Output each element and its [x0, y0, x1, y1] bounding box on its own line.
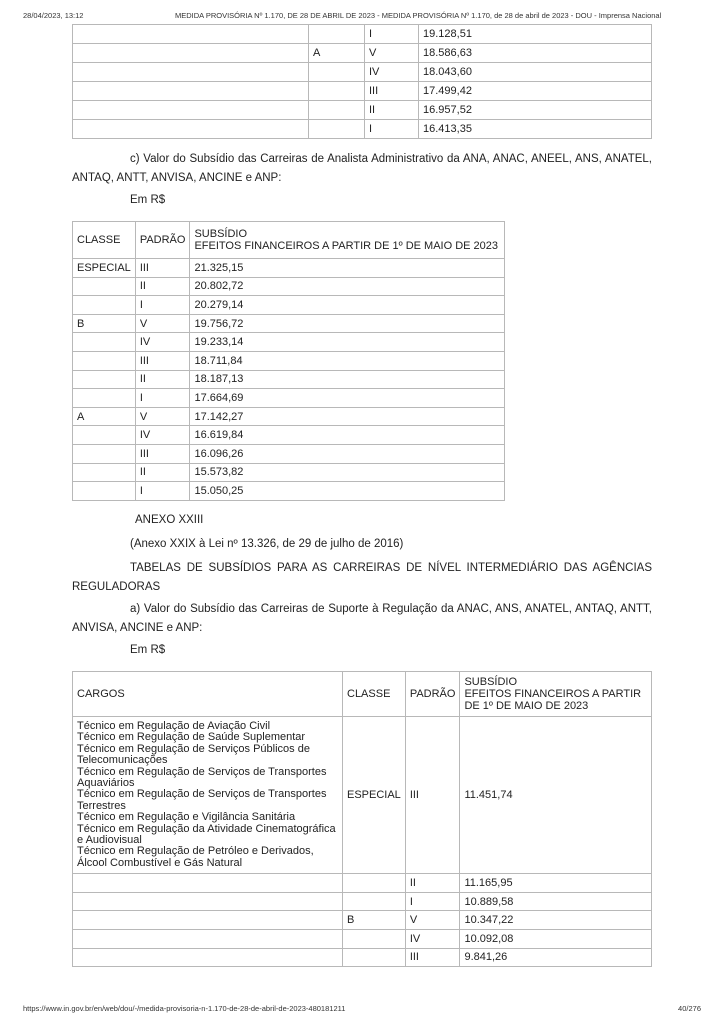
table-row — [73, 370, 505, 389]
table-row — [73, 463, 505, 482]
empty-cell — [73, 874, 343, 893]
table-row — [73, 101, 652, 120]
classe-cell — [343, 874, 406, 893]
c3-cell: II — [365, 101, 419, 120]
header-classe: CLASSE — [73, 222, 136, 259]
c1-cell — [73, 82, 309, 101]
section-c-unit: Em R$ — [130, 194, 166, 206]
table-row — [73, 911, 652, 930]
classe-cell — [73, 370, 136, 389]
classe-cell — [343, 948, 406, 967]
c3-cell: I — [365, 120, 419, 139]
header-classe: CLASSE — [343, 672, 406, 717]
padrao-cell: III — [405, 717, 460, 874]
table-row — [73, 948, 652, 967]
c4-cell: 18.586,63 — [419, 44, 652, 63]
c4-cell: 16.957,52 — [419, 101, 652, 120]
valor-cell: 11.451,74 — [460, 717, 652, 874]
section-c-paragraph: c) Valor do Subsídio das Carreiras de Analista Administrativo da ANA, ANAC, ANEEL, ANS, ANATEL, ANTAQ, ANTT, ANVISA, ANCINE e ANP: — [72, 153, 652, 184]
valor-cell: 11.165,95 — [460, 874, 652, 893]
valor-cell: 19.756,72 — [190, 314, 505, 333]
c1-cell — [73, 25, 309, 44]
page-url: https://www.in.gov.br/en/web/dou/-/medida-provisoria-n-1.170-de-28-de-abril-de-2023-480181211 — [23, 1004, 346, 1013]
padrao-cell: V — [135, 314, 190, 333]
empty-cell — [73, 911, 343, 930]
table-row — [73, 63, 652, 82]
header-subsidio-title: SUBSÍDIO — [464, 676, 518, 688]
subsidy-table-continued — [72, 24, 652, 139]
classe-cell: B — [73, 314, 136, 333]
c2-cell — [309, 120, 365, 139]
print-datetime: 28/04/2023, 13:12 — [23, 11, 84, 20]
table-header-row — [73, 672, 652, 717]
valor-cell: 18.187,13 — [190, 370, 505, 389]
c1-cell — [73, 44, 309, 63]
table-row — [73, 717, 652, 874]
valor-cell: 19.233,14 — [190, 333, 505, 352]
c3-cell: III — [365, 82, 419, 101]
classe-cell — [73, 351, 136, 370]
section-a-unit: Em R$ — [130, 644, 166, 656]
c2-cell — [309, 82, 365, 101]
print-page-title: MEDIDA PROVISÓRIA Nº 1.170, DE 28 DE ABRIL DE 2023 - MEDIDA PROVISÓRIA Nº 1.170, de 28 de abril de 2023 - DOU - Imprensa Nacional — [175, 11, 662, 20]
header-cargos: CARGOS — [73, 672, 343, 717]
suporte-subsidy-table — [72, 671, 652, 967]
table-row — [73, 277, 505, 296]
table-row — [73, 930, 652, 949]
classe-cell — [73, 333, 136, 352]
cargo-item: Técnico em Regulação de Serviços de Transportes Aquaviários — [77, 765, 327, 790]
page-number: 40/276 — [678, 1004, 701, 1013]
c4-cell: 16.413,35 — [419, 120, 652, 139]
valor-cell: 17.142,27 — [190, 407, 505, 426]
c1-cell — [73, 101, 309, 120]
padrao-cell: I — [135, 296, 190, 315]
c3-cell: V — [365, 44, 419, 63]
c3-cell: I — [365, 25, 419, 44]
table-row — [73, 389, 505, 408]
cargo-item: Técnico em Regulação e Vigilância Sanitária — [77, 811, 296, 824]
padrao-cell: II — [135, 463, 190, 482]
header-efeitos: EFEITOS FINANCEIROS A PARTIR DE 1º DE MAIO DE 2023 — [464, 688, 642, 712]
c2-cell: A — [309, 44, 365, 63]
table-row — [73, 296, 505, 315]
table-row — [73, 892, 652, 911]
valor-cell: 21.325,15 — [190, 259, 505, 278]
padrao-cell: I — [405, 892, 460, 911]
valor-cell: 20.279,14 — [190, 296, 505, 315]
c3-cell: IV — [365, 63, 419, 82]
padrao-cell: IV — [135, 333, 190, 352]
valor-cell: 16.096,26 — [190, 444, 505, 463]
annex-reference: (Anexo XXIX à Lei nº 13.326, de 29 de julho de 2016) — [130, 538, 404, 550]
table-row — [73, 333, 505, 352]
cargo-item: Técnico em Regulação da Atividade Cinematográfica e Audiovisual — [77, 822, 336, 847]
valor-cell: 20.802,72 — [190, 277, 505, 296]
valor-cell: 9.841,26 — [460, 948, 652, 967]
classe-cell — [343, 930, 406, 949]
c2-cell — [309, 63, 365, 82]
table-row — [73, 407, 505, 426]
cargo-item: Técnico em Regulação de Saúde Suplementar — [77, 731, 306, 744]
padrao-cell: III — [405, 948, 460, 967]
classe-cell — [343, 892, 406, 911]
classe-cell — [73, 426, 136, 445]
classe-cell: A — [73, 407, 136, 426]
valor-cell: 16.619,84 — [190, 426, 505, 445]
header-padrao: PADRÃO — [405, 672, 460, 717]
table-row — [73, 82, 652, 101]
c2-cell — [309, 101, 365, 120]
header-efeitos: EFEITOS FINANCEIROS A PARTIR DE 1º DE MAIO DE 2023 — [194, 240, 499, 252]
padrao-cell: I — [135, 389, 190, 408]
valor-cell: 10.889,58 — [460, 892, 652, 911]
padrao-cell: IV — [405, 930, 460, 949]
table-row — [73, 25, 652, 44]
classe-cell — [73, 444, 136, 463]
table-row — [73, 874, 652, 893]
padrao-cell: IV — [135, 426, 190, 445]
padrao-cell: V — [405, 911, 460, 930]
empty-cell — [73, 930, 343, 949]
table-row — [73, 351, 505, 370]
c4-cell: 17.499,42 — [419, 82, 652, 101]
table-row — [73, 259, 505, 278]
header-subsidio — [190, 222, 505, 259]
padrao-cell: V — [135, 407, 190, 426]
valor-cell: 18.711,84 — [190, 351, 505, 370]
classe-cell — [73, 277, 136, 296]
valor-cell: 10.092,08 — [460, 930, 652, 949]
padrao-cell: II — [135, 277, 190, 296]
cargos-cell — [73, 717, 343, 874]
c4-cell: 19.128,51 — [419, 25, 652, 44]
valor-cell: 10.347,22 — [460, 911, 652, 930]
c2-cell — [309, 25, 365, 44]
c1-cell — [73, 120, 309, 139]
empty-cell — [73, 892, 343, 911]
analista-subsidy-table — [72, 221, 505, 501]
table-header-row — [73, 222, 505, 259]
padrao-cell: II — [405, 874, 460, 893]
classe-cell — [73, 389, 136, 408]
padrao-cell: I — [135, 482, 190, 501]
table-row — [73, 426, 505, 445]
classe-cell — [73, 463, 136, 482]
padrao-cell: III — [135, 444, 190, 463]
header-padrao: PADRÃO — [135, 222, 190, 259]
cargo-item: Técnico em Regulação de Serviços de Transportes Terrestres — [77, 788, 327, 812]
padrao-cell: III — [135, 259, 190, 278]
table-row — [73, 314, 505, 333]
classe-cell: ESPECIAL — [73, 259, 136, 278]
table-row — [73, 444, 505, 463]
table-row — [73, 482, 505, 501]
valor-cell: 15.050,25 — [190, 482, 505, 501]
valor-cell: 15.573,82 — [190, 463, 505, 482]
classe-cell: B — [343, 911, 406, 930]
classe-cell — [73, 482, 136, 501]
cargo-item: Técnico em Regulação de Serviços Públicos de Telecomunicações — [77, 742, 310, 767]
padrao-cell: III — [135, 351, 190, 370]
table-row — [73, 44, 652, 63]
section-a-paragraph: a) Valor do Subsídio das Carreiras de Suporte à Regulação da ANAC, ANS, ANATEL, ANTAQ, ANTT, ANVISA, ANCINE e ANP: — [72, 603, 652, 634]
classe-cell — [73, 296, 136, 315]
cargo-item: Técnico em Regulação de Petróleo e Derivados, Álcool Combustível e Gás Natural — [77, 845, 314, 869]
annex-title: ANEXO XXIII — [135, 514, 204, 526]
header-subsidio — [460, 672, 652, 717]
annex-heading: TABELAS DE SUBSÍDIOS PARA AS CARREIRAS DE NÍVEL INTERMEDIÁRIO DAS AGÊNCIAS REGULADORAS — [72, 562, 652, 593]
cargo-item: Técnico em Regulação de Aviação Civil — [77, 720, 271, 732]
c4-cell: 18.043,60 — [419, 63, 652, 82]
classe-cell: ESPECIAL — [343, 717, 406, 874]
header-subsidio-title: SUBSÍDIO — [194, 228, 248, 240]
c1-cell — [73, 63, 309, 82]
empty-cell — [73, 948, 343, 967]
table-row — [73, 120, 652, 139]
padrao-cell: II — [135, 370, 190, 389]
valor-cell: 17.664,69 — [190, 389, 505, 408]
